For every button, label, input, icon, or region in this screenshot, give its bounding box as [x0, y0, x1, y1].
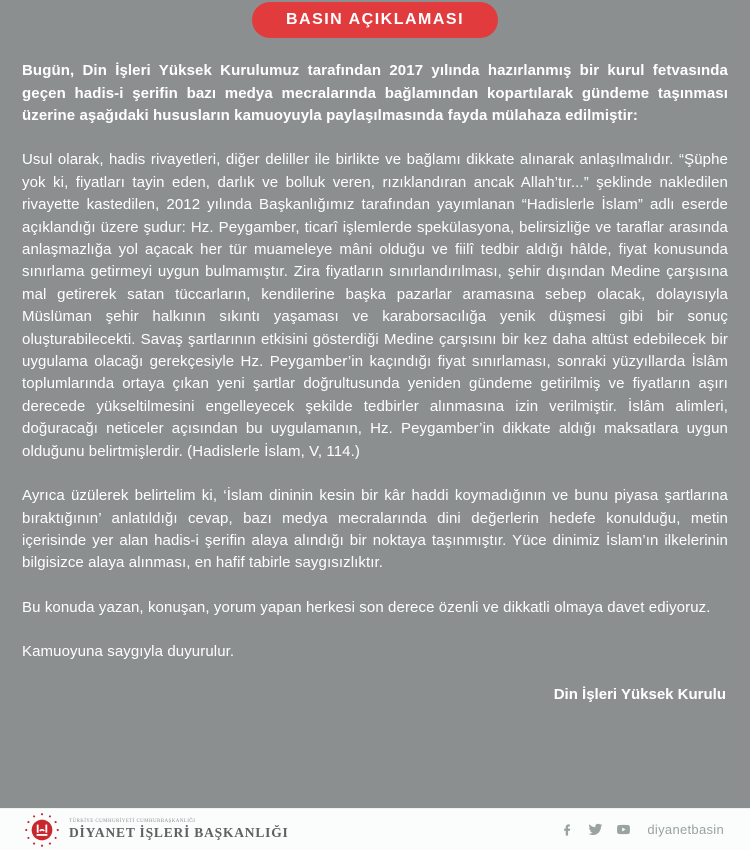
footer-bar [0, 808, 750, 850]
press-release-badge: BASIN AÇIKLAMASI [252, 2, 498, 38]
youtube-icon[interactable] [616, 822, 631, 837]
footer-social [560, 822, 724, 837]
paragraph-criticism: Ayrıca üzülerek belirtelim ki, ‘İslam dininin kesin bir kâr haddi koymadığının ve bunu piyasa şartlarına bıraktığının’ anlatıldığı cevap, bazı medya mecralarında dini değerlerin hedefe konulduğu, metin içerisinde yer alan hadis-i şerifin alaya alındığı bir noktaya taşınmıştır. Yüce dinimiz İslam’ın ilkelerinin bilgisizce alaya alınması, en hafif tabirle saygısızlıktır. [22, 487, 728, 572]
facebook-icon[interactable] [560, 822, 575, 837]
badge-container [0, 0, 750, 38]
org-name-label: DİYANET İŞLERİ BAŞKANLIĞI [69, 824, 289, 840]
paragraph-explanation: Usul olarak, hadis rivayetleri, diğer deliller ile birlikte ve bağlamı dikkate alınarak anlaşılmalıdır. “Şüphe yok ki, fiyatları tayin eden, darlık ve bolluk veren, rızıklandıran ancak Allah’tır...” şeklinde nakledilen rivayette kastedilen, 2012 yılında Başkanlığımız tarafından yayımlanan “Hadislerle İslam” adlı eserde açıklandığı üzere şudur: Hz. Peygamber, ticarî işlemlerde spekülasyona, belirsizliğe ve taraflar arasında anlaşmazlığa yol açacak her tür muameleye mâni olduğu ve fiilî tedbir aldığı hâlde, fiyat konusunda sınırlama getirmeyi uygun bulmamıştır. Zira fiyatların sınırlandırılması, şehir dışından Medine çarşısına mal getirerek satan tüccarların, kendilerine başka pazarlar aramasına sebep olacak, dolayısıyla Müslüman şehir halkının sıkıntı yaşaması ve karaborsacılığa yenik düşmesi gibi bir sonuç oluşturabilecekti. Savaş şartlarının etkisini gösterdiği Medine çarşısını bir kez daha altüst edebilecek bir uygulama olacağı gerekçesiyle Hz. Peygamber’in kaçındığı fiyat sınırlaması, sonraki yüzyıllarda İslâm toplumlarında ortaya çıkan yeni şartlar doğrultusunda yeniden gündeme getirilmiş ve fiyatların aşırı derecede yükseltilmesini engelleyecek şekilde tedbirler alınmasına izin verilmiştir. İslâm alimleri, doğuracağı neticeler açısından bu uygulamanın, Hz. Peygamber’in dikkate aldığı maksatlara uygun olduğunu belirtmişlerdir. (Hadislerle İslam, V, 114.) [22, 151, 728, 460]
footer-org-text [69, 819, 289, 841]
paragraph-closing: Kamuoyuna saygıyla duyurulur. [22, 643, 235, 661]
paragraph-intro: Bugün, Din İşleri Yüksek Kurulumuz tarafından 2017 yılında hazırlanmış bir kurul fetvasında geçen hadis-i şerifin bazı medya mecralarında bağlamından kopartılarak gündeme taşınması üzerine aşağıdaki hususların kamuoyuyla paylaşılmasında fayda mülahaza edilmiştir: [22, 62, 728, 124]
diyanet-logo-icon [24, 812, 60, 848]
press-release-body [0, 38, 750, 808]
org-small-label: TÜRKİYE CUMHURİYETİ CUMHURBAŞKANLIĞI [69, 818, 196, 824]
social-handle-label[interactable]: diyanetbasin [647, 822, 724, 837]
signature-line: Din İşleri Yüksek Kurulu [553, 685, 726, 703]
footer-branding [24, 812, 289, 848]
paragraph-warning: Bu konuda yazan, konuşan, yorum yapan herkesi son derece özenli ve dikkatli olmaya davet ediyoruz. [22, 598, 711, 616]
twitter-icon[interactable] [588, 822, 603, 837]
